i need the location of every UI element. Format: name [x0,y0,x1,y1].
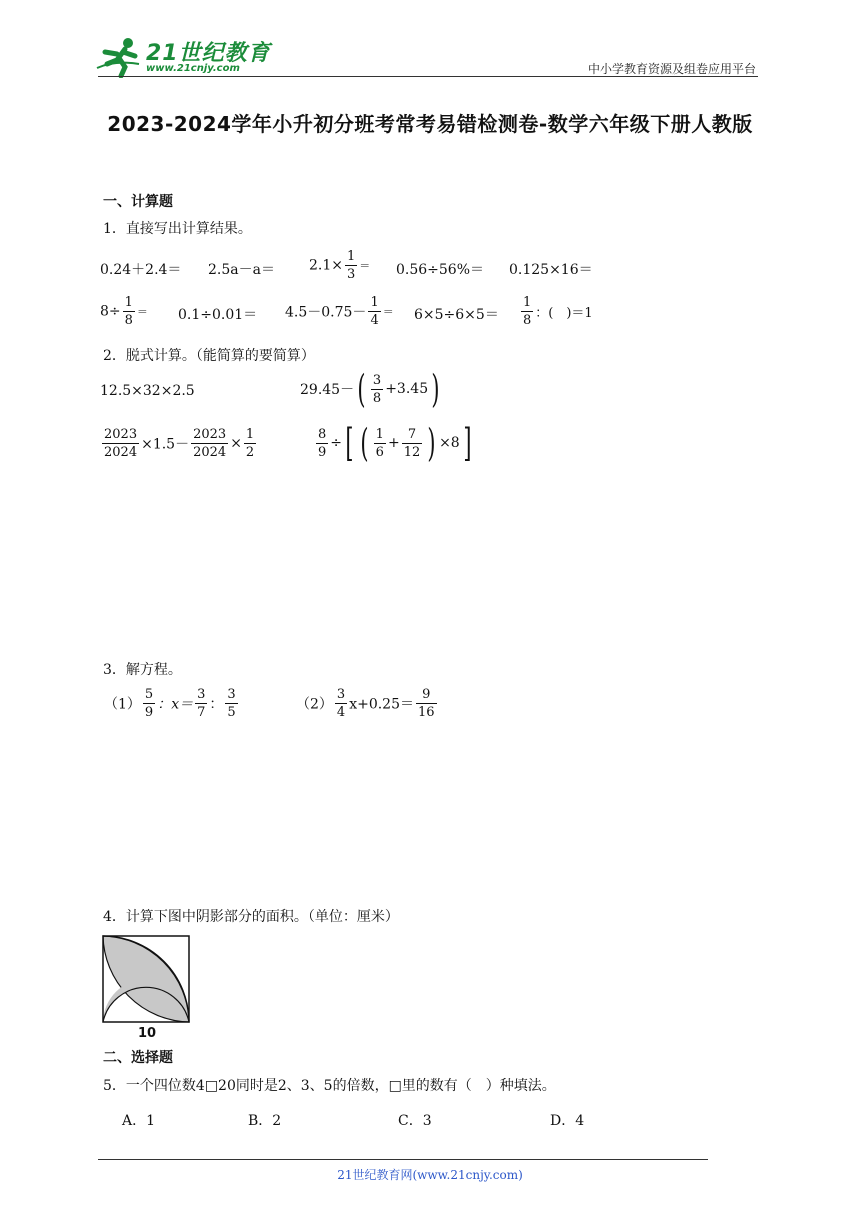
q1-item-9: 6×5÷6×5＝ [414,307,499,323]
q3-prompt: 3．解方程。 [103,662,182,678]
q3-equation-2: （2） $\frac{3}{4}$ x+0.25＝ $\frac{9}{16}$ [296,687,435,720]
q5-option-c[interactable]: C．3 [398,1113,432,1129]
q1-item-2: 2.5a－a＝ [208,262,275,278]
logo-text: 21世纪教育 [146,41,271,66]
q2-expr-4: $\frac{8}{9}$ ÷[ ( $\frac{1}{6}$ + $\frac{7}{12}$ ) ×8] [318,421,472,465]
q2-prompt: 2．脱式计算。（能简算的要简算） [103,348,315,364]
q1-item-6: 8÷ $\frac{1}{8}$ ＝ [100,295,148,328]
page-title: 2023-2024学年小升初分班考常考易错检测卷-数学六年级下册人教版 [107,112,753,136]
q2-expr-1: 12.5×32×2.5 [100,383,195,399]
section-heading-choice: 二、选择题 [103,1050,173,1066]
q2-expr-3: $\frac{2023}{2024}$ ×1.5－ $\frac{2023}{2024}$ × $\frac{1}{2}$ [104,427,255,460]
q5-option-b[interactable]: B．2 [248,1113,282,1129]
q4-prompt: 4．计算下图中阴影部分的面积。（单位：厘米） [103,909,399,925]
header-divider [98,76,758,77]
q1-item-8: 4.5－0.75－ $\frac{1}{4}$ ＝ [285,295,394,328]
q1-prompt: 1．直接写出计算结果。 [103,221,252,237]
q1-item-7: 0.1÷0.01＝ [178,307,258,323]
shaded-area-figure [100,933,194,1028]
section-heading-calc: 一、计算题 [103,194,173,210]
header-right-text: 中小学教育资源及组卷应用平台 [587,62,756,76]
footer-link[interactable]: 21世纪教育网(www.21cnjy.com) [337,1168,523,1182]
q5-prompt: 5．一个四位数4□20同时是2、3、5的倍数，□里的数有（ ）种填法。 [103,1078,556,1094]
q1-item-4: 0.56÷56%＝ [396,262,485,278]
footer-divider [98,1159,708,1160]
q1-item-1: 0.24＋2.4＝ [100,262,182,278]
q3-equation-1: （1） $\frac{5}{9}$ ：x＝ $\frac{3}{7}$ ： $\frac{3}{5}$ [104,687,236,720]
q1-item-10: $\frac{1}{8}$ ：( )＝1 [523,295,593,328]
q5-option-d[interactable]: D．4 [550,1113,585,1129]
figure-dimension-label: 10 [138,1026,157,1041]
runner-logo-icon [95,34,147,78]
logo-url: www.21cnjy.com [146,63,240,74]
q2-expr-2: 29.45－( $\frac{3}{8}$ +3.45) [300,367,440,411]
q1-item-5: 0.125×16＝ [509,262,593,278]
q1-item-3: 2.1× $\frac{1}{3}$ ＝ [309,249,371,282]
q5-option-a[interactable]: A．1 [122,1113,156,1129]
